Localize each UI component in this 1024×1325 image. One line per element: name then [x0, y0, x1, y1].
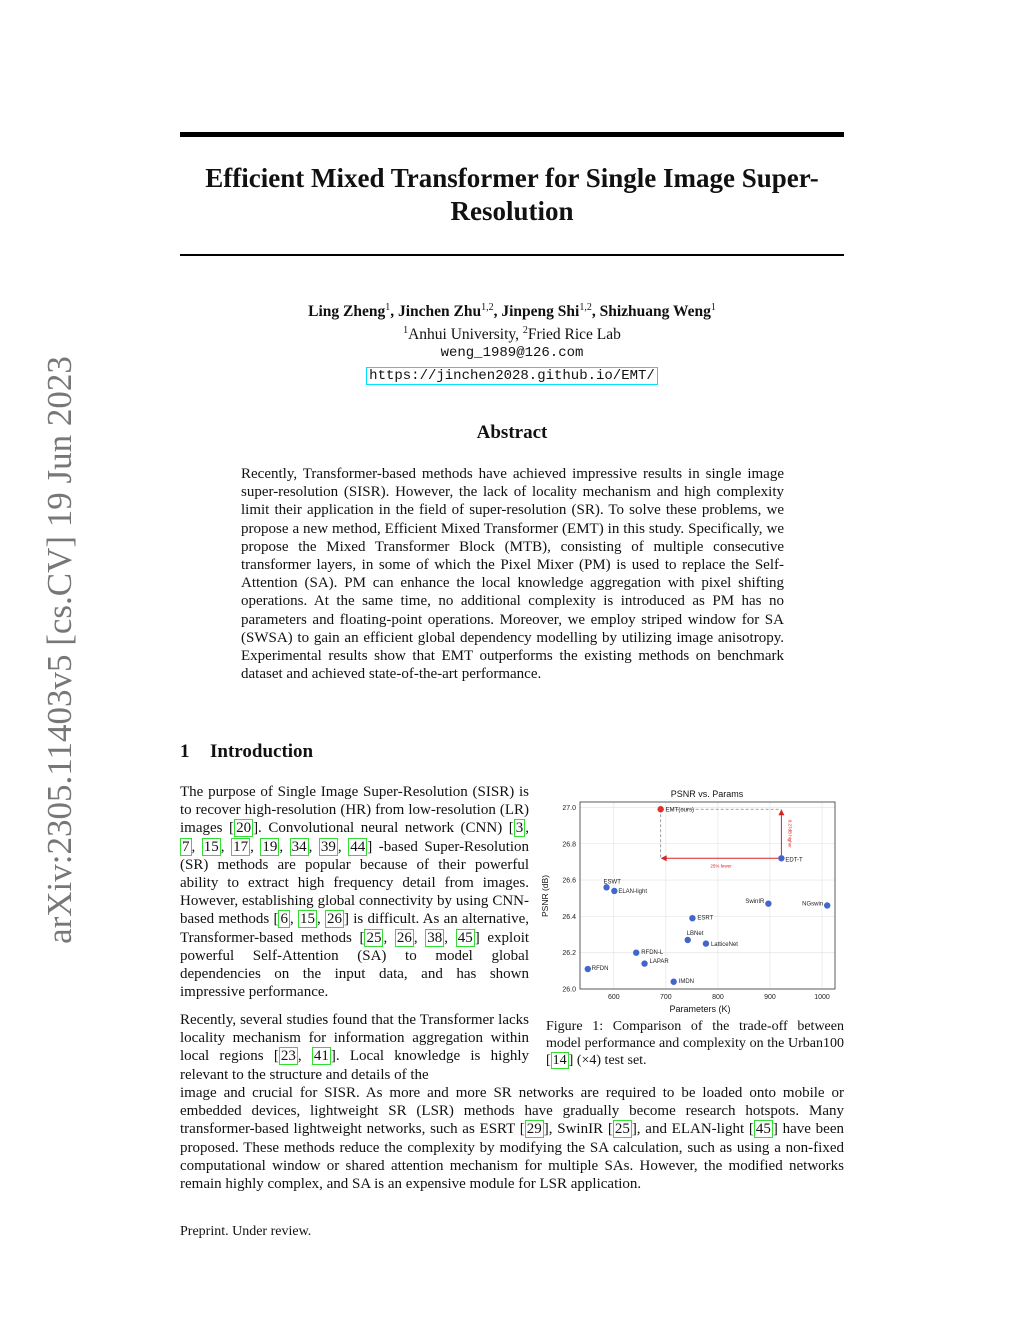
data-point — [633, 949, 639, 955]
citation-link[interactable]: 25 — [366, 929, 382, 946]
data-point — [765, 900, 771, 906]
data-point-label: EDT-T — [785, 857, 803, 864]
citation-link[interactable]: 25 — [614, 1121, 630, 1138]
citation-link[interactable]: 7 — [182, 838, 190, 855]
data-point — [685, 937, 691, 943]
arrow-head — [778, 809, 784, 815]
x-tick-label: 600 — [607, 994, 620, 1001]
y-tick-label: 26.0 — [562, 986, 576, 994]
data-point-label: LAPAR — [649, 958, 669, 965]
data-point — [670, 979, 676, 985]
citation-link[interactable]: 20 — [236, 820, 252, 837]
citation-link[interactable]: 38 — [427, 929, 443, 946]
data-point-label: ESRT — [697, 915, 714, 922]
title-bottom-rule — [180, 254, 844, 256]
citation-link[interactable]: 14 — [552, 1053, 567, 1068]
citation-link[interactable]: 39 — [320, 838, 336, 855]
data-point-label: ELAN-light — [618, 889, 648, 896]
intro-paragraph-1: The purpose of Single Image Super-Resolution (SISR) is to recover high-resolution (HR) from low-resolution (LR) images [ 20 ]. Convolutional neural network (CNN) [ 3 , 7 , 15 , 17 , 19 , 34 , 39 , 44 ] -based Super-Resolution (SR) methods are popular because of their powerful ability to extract high frequency detail from images. However, establishing global connectivity by using CNN-based methods [ 6 , 15 , 26 ] is difficult. As an alternative, Transformer-based methods [ 25 , 26 , 38 , 45 ] exploit powerful Self-Attention (SA) to model global dependencies on the input data, and has shown impressive performance. — [180, 784, 530, 1001]
data-point-label: RFDN — [591, 966, 609, 973]
author-name: Shizhuang Weng — [599, 303, 711, 321]
data-point-label: SwinIR — [745, 898, 765, 905]
data-point — [641, 960, 647, 966]
citation-link[interactable]: 15 — [203, 838, 219, 855]
figure-1-chart — [540, 786, 840, 1018]
citation-link[interactable]: 45 — [457, 929, 473, 946]
y-axis-label: PSNR (dB) — [540, 874, 550, 918]
figure-caption: Figure 1: Comparison of the trade-off between model performance and complexity on the Urban100 [ 14 ] (×4) test set. — [546, 1019, 844, 1068]
author-email: weng_1989@126.com — [440, 345, 584, 362]
y-tick-label: 26.2 — [562, 950, 576, 958]
y-tick-label: 26.4 — [562, 913, 576, 921]
chart-title: PSNR vs. Params — [670, 789, 744, 799]
intro-paragraph-2-continued: image and crucial for SISR. As more and more SR networks are required to be loaded onto mobile or embedded devices, lightweight SR (LSR) methods have gradually become research hotspots. Many transformer-based lightweight networks, such as ESRT [ 29 ], SwinIR [ 25 ], and ELAN-light [ 45 ] have been proposed. These methods reduce the complexity by modifying the SA calculation, such as using a non-fixed computational window or shared attention mechanism for multiple SAs. However, the modified networks remain highly complex, and SA is an expensive module for LSR application. — [180, 1085, 844, 1193]
arrow-head — [661, 855, 667, 861]
data-point-label: IMDN — [678, 978, 695, 985]
intro-paragraph-2: Recently, several studies found that the Transformer lacks locality mechanism for information aggregation within local regions [ 23 , 41 ]. Local knowledge is highly relevant to the structure and details of the — [180, 1012, 530, 1083]
plot-frame — [580, 802, 835, 989]
citation-link[interactable]: 26 — [396, 929, 412, 946]
author-name: Jinchen Zhu — [397, 303, 482, 321]
abstract-heading: Abstract — [476, 422, 548, 443]
citation-link[interactable]: 19 — [262, 838, 278, 855]
citation-link[interactable]: 45 — [755, 1121, 771, 1138]
author-names: Ling Zheng$^1$, Jinchen Zhu$^{1,2}$, Jinpeng Shi$^{1,2}$, Shizhuang Weng$^1$ — [308, 302, 716, 321]
citation-link[interactable]: 23 — [280, 1048, 296, 1065]
citation-link[interactable]: 34 — [291, 838, 307, 855]
data-point-label: LatticeNet — [710, 941, 738, 948]
citation-link[interactable]: 15 — [299, 911, 315, 928]
data-point — [703, 940, 709, 946]
section-heading: 1 Introduction — [180, 741, 314, 762]
footer-note: Preprint. Under review. — [180, 1224, 312, 1239]
annotation-fewer: 25% fewer — [710, 863, 732, 869]
data-point — [778, 855, 784, 861]
y-tick-label: 26.6 — [562, 877, 576, 885]
data-point — [689, 915, 695, 921]
data-point — [611, 888, 617, 894]
citation-link[interactable]: 3 — [515, 820, 524, 837]
x-axis-label: Parameters (K) — [669, 1004, 731, 1014]
data-point — [657, 806, 663, 812]
x-tick-label: 900 — [764, 994, 776, 1001]
citation-link[interactable]: 44 — [350, 838, 366, 855]
y-tick-label: 26.8 — [562, 841, 576, 849]
citation-link[interactable]: 29 — [526, 1121, 542, 1138]
project-url-link[interactable]: https://jinchen2028.github.io/EMT/ — [366, 367, 658, 385]
citation-link[interactable]: 41 — [313, 1048, 329, 1065]
data-point-label: ESWT — [603, 879, 621, 886]
data-point-label: LBNet — [686, 931, 704, 938]
abstract-text: Recently, Transformer-based methods have achieved impressive results in single image super-resolution (SISR). However, the lack of locality mechanism and high complexity limit their application in the field of super-resolution (SR). To solve these problems, we propose a new method, Efficient Mixed Transformer (EMT) in this study. Specifically, we propose the Mixed Transformer Block (MTB), consisting of multiple consecutive transformer layers, in some of which the Pixel Mixer (PM) is used to replace the Self-Attention (SA). PM can enhance the local knowledge aggregation with pixel shifting operations. At the same time, no additional complexity is introduced as PM has no parameters and floating-point operations. Moreover, we employ striped window for SA (SWSA) to gain an efficient global dependency modelling by utilizing image anisotropy. Experimental results show that EMT outperforms the existing methods on benchmark dataset and achieved state-of-the-art performance. — [241, 466, 784, 683]
citation-link[interactable]: 26 — [326, 911, 342, 928]
data-point — [824, 902, 830, 908]
citation-link[interactable]: 6 — [280, 911, 288, 928]
x-tick-label: 1000 — [814, 994, 830, 1001]
data-point-label: RFDN-L — [641, 949, 664, 956]
data-point-label: EMT(ours) — [665, 807, 695, 814]
top-rule — [180, 132, 844, 137]
author-name: Jinpeng Shi — [501, 303, 580, 321]
annotation-higher: 0.27dB higher — [787, 819, 793, 848]
data-point — [585, 966, 591, 972]
citation-link[interactable]: 17 — [233, 838, 249, 855]
author-block — [180, 298, 844, 386]
affiliations: $^1$Anhui University, $^2$Fried Rice Lab — [403, 325, 621, 344]
x-tick-label: 800 — [712, 994, 724, 1001]
data-point-label: NGswin — [802, 901, 824, 908]
y-tick-label: 27.0 — [562, 804, 576, 812]
author-name: Ling Zheng — [308, 303, 386, 321]
x-tick-label: 700 — [660, 994, 672, 1001]
paper-title: Efficient Mixed Transformer for Single Image Super-Resolution — [205, 163, 819, 226]
